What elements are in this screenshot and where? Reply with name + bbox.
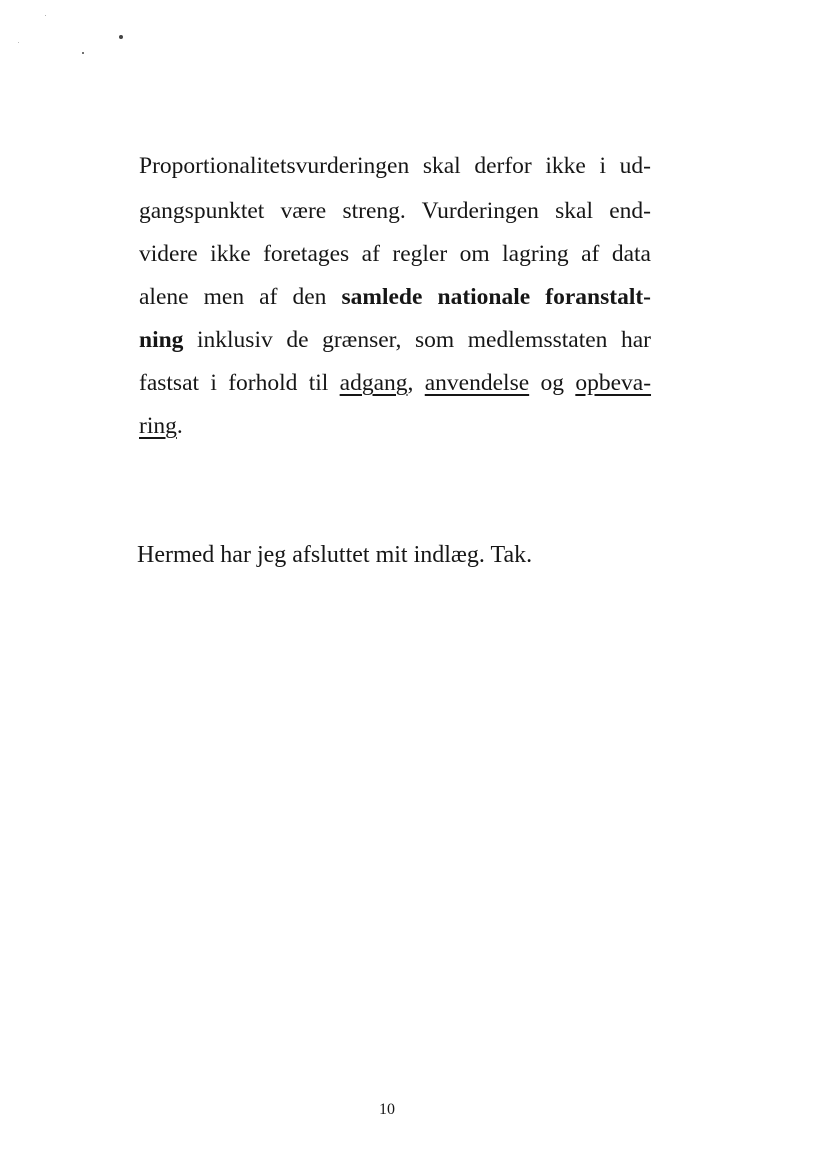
paragraph-line	[139, 372, 651, 396]
underlined-term-opbevaring: opbeva-	[575, 370, 652, 396]
page-number: 10	[379, 1101, 395, 1118]
paragraph-line	[139, 243, 651, 267]
paragraph-text: og	[529, 370, 576, 396]
closing-statement: Hermed har jeg afsluttet mit indlæg. Tak.	[137, 542, 533, 568]
bold-emphasis: samlede nationale foranstalt-	[341, 284, 651, 310]
paragraph-line	[139, 286, 651, 310]
scan-speck	[119, 35, 123, 39]
paragraph-text: .	[176, 413, 183, 439]
paragraph-line	[139, 329, 651, 353]
paragraph-text: videre ikke foretages af regler om lagring af data	[139, 241, 651, 267]
underlined-term-adgang: adgang	[339, 370, 408, 396]
paragraph-text: ,	[407, 370, 425, 396]
paragraph-line	[139, 155, 651, 179]
paragraph-line	[139, 415, 183, 439]
paragraph-line	[139, 200, 651, 224]
paragraph-text: alene men af den	[139, 284, 342, 310]
paragraph-text: gangspunktet være streng. Vurderingen skal end-	[139, 198, 651, 224]
scan-speck	[18, 42, 19, 43]
paragraph-text: inklusiv de grænser, som medlemsstaten har	[183, 327, 651, 353]
bold-emphasis: ning	[139, 327, 184, 353]
paragraph-text: Proportionalitetsvurderingen skal derfor ikke i ud-	[139, 153, 651, 179]
scan-speck	[82, 52, 84, 54]
underlined-term-anvendelse: anvendelse	[424, 370, 530, 396]
scan-speck	[45, 15, 46, 16]
underlined-term-opbevaring: ring	[139, 413, 177, 439]
paragraph-text: fastsat i forhold til	[139, 370, 340, 396]
